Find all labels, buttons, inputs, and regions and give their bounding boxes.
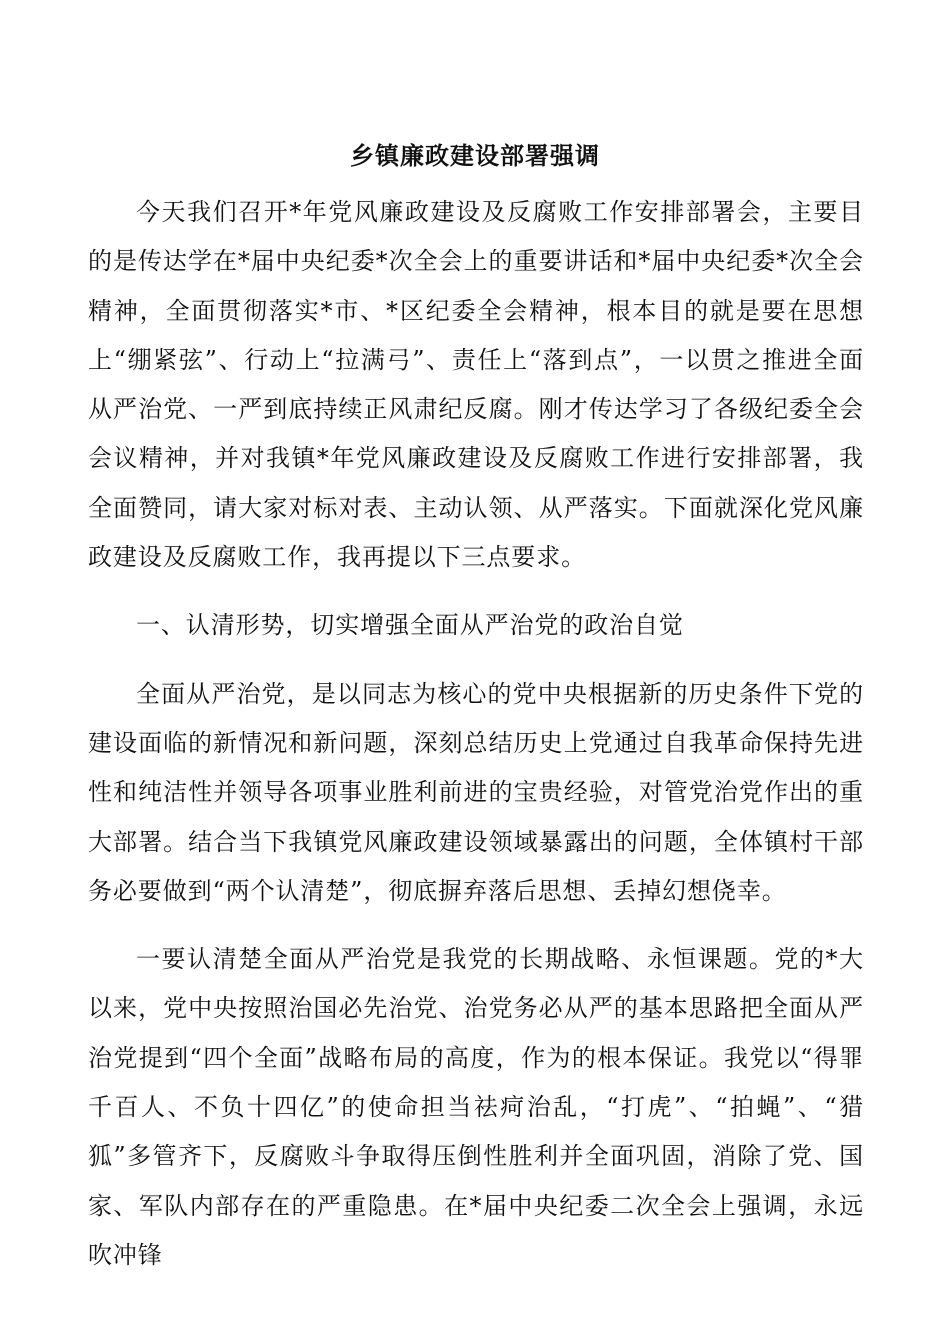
paragraph-section-1: 全面从严治党，是以同志为核心的党中央根据新的历史条件下党的建设面临的新情况和新问题，深刻总结历史上党通过自我革命保持先进性和纯洁性并领导各项事业胜利前进的宝贵经验，对管党治党作出的重大部署。结合当下我镇党风廉政建设领域暴露出的问题，全体镇村干部务必要做到“两个认清楚”，彻底摒弃落后思想、丢掉幻想侥幸。 [88, 679, 864, 905]
section-heading-1: 一、认清形势，切实增强全面从严治党的政治自觉 [136, 611, 684, 640]
document-body [88, 188, 864, 1299]
document-title: 乡镇廉政建设部署强调 [350, 141, 600, 170]
paragraph-point-1: 一要认清楚全面从严治党是我党的长期战略、永恒课题。党的*大以来，党中央按照治国必先治党、治党务必从严的基本思路把全面从严治党提到“四个全面”战略布局的高度，作为的根本保证。我党以“得罪千百人、不负十四亿”的使命担当祛疴治乱，“打虎”、“拍蝇”、“猎狐”多管齐下，反腐败斗争取得压倒性胜利并全面巩固，消除了党、国家、军队内部存在的严重隐患。在*届中央纪委二次全会上强调，永远吹冲锋 [88, 945, 864, 1269]
paragraph-intro: 今天我们召开*年党风廉政建设及反腐败工作安排部署会，主要目的是传达学在*届中央纪委*次全会上的重要讲话和*届中央纪委*次全会精神，全面贯彻落实*市、*区纪委全会精神，根本目的就是要在思想上“绷紧弦”、行动上“拉满弓”、责任上“落到点”，一以贯之推进全面从严治党、一严到底持续正风肃纪反腐。刚才传达学习了各级纪委全会会议精神，并对我镇*年党风廉政建设及反腐败工作进行安排部署，我全面赞同，请大家对标对表、主动认领、从严落实。下面就深化党风廉政建设及反腐败工作，我再提以下三点要求。 [88, 198, 864, 572]
